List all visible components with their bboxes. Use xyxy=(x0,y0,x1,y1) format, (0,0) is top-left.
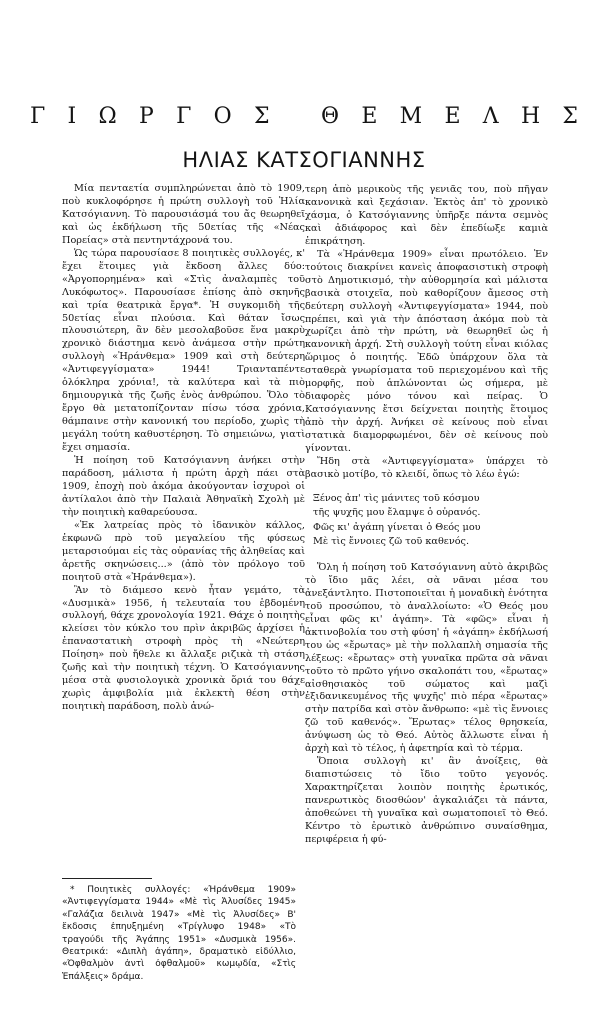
footnote-text: * Ποιητικὲς συλλογές: «Ἠράνθεμα 1909» «Ἀντιφεγγίσματα 1944» «Μὲ τὶς Ἀλυσίδες 1945» «Γαλάζια δειλινὰ 1947» «Μὲ τὶς Ἀλυσίδες» Β' ἔκδοσις ἐπηυξημένη «Τρίγλυφο 1948» «Τὸ τραγούδι τῆς Ἀγάπης 1951» «Δυσμικὰ 1956». Θεατρικά: «Διπλὴ ἀγάπη», δραματικὸ εἰδύλλιο, «Ὀφθαλμὸν ἀντὶ ὀφθαλμοῦ» κωμῳδία, «Στὶς Ἐπάλξεις» δράμα. xyxy=(62,885,296,982)
author-letter: Ο xyxy=(213,104,232,129)
author-letter: Μ xyxy=(399,104,423,129)
paragraph: Τὰ «Ἠράνθεμα 1909» εἶναι πρωτόλειο. Ἐν τούτοις διακρίνει κανεὶς ἀποφασιστικὴ στροφὴ στὸ Δημοτικισμό, τὴν αὐθορμησία καὶ μάλιστα βασικὰ στοιχεῖα, ποὺ καθορίζουν ἄμεσος στὴ δεύτερη συλλογὴ «Ἀντιφεγγίσματα» 1944, ποὺ πρέπει, καὶ γιὰ τὴν ἀπόσταση ἀκόμα ποὺ τὰ χωρίζει ἀπὸ τὴν πρώτη, νὰ θεωρηθεῖ ὡς ἡ κανονικὴ ἀρχή. Στὴ συλλογὴ τούτη εἶναι κιόλας ὥριμος ὁ ποιητής. Ἐδῶ ὑπάρχουν ὅλα τὰ σταθερὰ γνωρίσματα τοῦ περιεχομένου καὶ τῆς μορφῆς, ποὺ ἁπλώνονται ὡς σήμερα, μὲ διαφορὲς μόνο τόνου καὶ πείρας. Ὁ Κατσόγιαννης ἔτσι δείχνεται ποιητὴς ἕτοιμος ἀπὸ τὴν ἀρχή. Ἀνήκει σὲ κείνους ποὺ εἶναι στατικὰ διαμορφωμένοι, δὲν σὲ κείνους ποὺ γίνονται. xyxy=(305,248,548,455)
paragraph: Ὅποια συλλογὴ κι' ἂν ἀνοίξεις, θὰ διαπιστώσεις τὸ ἴδιο τοῦτο γεγονός. Χαρακτηρίζεται λοιπὸν ποιητὴς ἐρωτικός, πανερωτικὸς διοσθώον' ἀγκαλιάζει τὰ πάντα, ἀποθεώνει τὴ γυναῖκα καὶ σωματοποιεῖ τὸ Θεό. Κέντρο τὸ ἐρωτικὸ ἀνθρώπινο συναίσθημα, περιφέρεια ἡ φύ- xyxy=(305,756,548,845)
author-letter: Λ xyxy=(482,104,499,129)
left-column xyxy=(62,183,305,714)
author-letter: Ε xyxy=(444,104,461,129)
paragraph: Ὅλη ἡ ποίηση τοῦ Κατσόγιαννη αὐτὸ ἀκριβῶς τὸ ἴδιο μᾶς λέει, σὰ νᾶναι μέσα του ἀνεξάντλητο. Πιστοποιεῖται ἡ μοναδικὴ ἑνότητα τοῦ προσώπου, τὸ ἀναλλοίωτο: «Ὁ Θεός μου εἶναι φῶς κι' ἀγάπη». Τὰ «φῶς» εἶναι ἡ ἀκτινοβολία του στὴ φύση' ἡ «ἀγάπη» ἐκδήλωσή του ὡς «ἔρωτας» μὲ τὴν πολλαπλὴ σημασία τῆς λέξεως: «ἔρωτας» στὴ γυναῖκα πρῶτα σὰ νᾶναι τοῦτο τὸ πρῶτο γήινο σκαλοπάτι του, «ἔρωτας» αἰσθησιακὸς τοῦ σώματος καὶ μαζὶ ἐξιδανικευμένος τῆς ψυχῆς' πιὸ πέρα «ἔρωτας» στὴν πατρίδα καὶ στὸν ἄνθρωπο: «μὲ τὶς ἔννοιες ζῶ τοῦ καθενός». Ἔρωτας» τέλος θρησκεία, ἀνύψωση ὡς τὸ Θεό. Αὐτὸς ἄλλωστε εἶναι ἡ ἀρχὴ καὶ τὸ τέλος, ἡ ἀφετηρία καὶ τὸ τέρμα. xyxy=(305,561,548,755)
verse-line: Ξένος ἀπ' τὶς μάνιτες τοῦ κόσμου xyxy=(313,492,480,504)
author-letter: Σ xyxy=(253,104,270,129)
verse-line: Μὲ τὶς ἔννοιες ζῶ τοῦ καθενός. xyxy=(313,536,470,548)
paragraph: Ἂν τὸ διάμεσο κενὸ ἦταν γεμάτο, τὰ «Δυσμικὰ» 1956, ἡ τελευταία του ἑβδομένη συλλογή, θάχε χρονολογία 1921. Θάχε ὁ ποιητὴς κλείσει τὸν κύκλο του πρὶν ἀκριβῶς ἀρχίσει ἡ ἐπαναστατικὴ στροφὴ πρὸς τὴ «Νεώτερη Ποίηση» ποὺ ἤθελε κι ἄλλαξε ριζικὰ τὴ στάση ζωῆς καὶ τὴν ποιητικὴ τέχνη. Ὁ Κατσόγιαννης μέσα στὰ φυσιολογικὰ χρονικὰ ὅριά του θάχε χωρὶς ἀμφιβολία μιὰ ἐκλεκτὴ θέση στὴν ποιητικὴ παράδοση, πολὺ ἀνώ- xyxy=(62,584,305,713)
right-column xyxy=(305,184,548,847)
author-letter: Η xyxy=(520,104,541,129)
author-name xyxy=(30,104,578,129)
author-letter: Γ xyxy=(30,104,46,129)
verse-line: Φῶς κι' ἀγάπη γίνεται ὁ Θεός μου xyxy=(313,521,481,533)
verse-line: τῆς ψυχῆς μου ἔλαμψε ὁ οὐρανός. xyxy=(313,507,481,519)
article-title: ΗΛΙΑΣ ΚΑΤΣΟΓΙΑΝΝΗΣ xyxy=(182,148,426,172)
paragraph: Ἤδη στὰ «Ἀντιφεγγίσματα» ὑπάρχει τὸ βασικὸ μοτίβο, τὸ κλειδί, ὅπως τὸ λέω ἐγώ: xyxy=(305,456,548,480)
paragraph: τερη ἀπὸ μερικοὺς τῆς γενιᾶς του, ποὺ πῆγαν κανονικὰ καὶ ξεχάσιαν. Ἐκτὸς ἀπ' τὸ χρονικὸ χάσμα, ὁ Κατσόγιαννης ὑπῆρξε πάντα σεμνὸς καὶ ἀδιάφορος καὶ δὲν ἐπεδίωξε καμιὰ ἐπικράτηση. xyxy=(305,184,548,247)
author-letter: Σ xyxy=(562,104,578,129)
author-letter: Γ xyxy=(176,104,192,129)
paragraph: Ὡς τώρα παρουσίασε 8 ποιητικὲς συλλογές, κ' ἔχει ἕτοιμες γιὰ ἔκδοση ἄλλες δύο: «Ἀργοπορημένα» καὶ «Στὶς ἀναλαμπὲς τοῦ Λυκόφωτος». Παρουσίασε ἐπίσης ἀπὸ σκηνῆς καὶ τρία θεατρικὰ ἔργα*. Ἡ συγκομιδὴ τῆς 50ετίας εἶναι πλούσια. Καὶ θάταν ἴσως πλουσιώτερη, ἂν δὲν μεσολαβοῦσε ἕνα μακρὺ χρονικὸ διάστημα κενὸ ἀνάμεσα στὴν πρώτη συλλογὴ «Ἠράνθεμα» 1909 καὶ στὴ δεύτερη «Ἀντιφεγγίσματα» 1944! Τριανταπέντε ὁλόκληρα χρόνια!, τὰ καλύτερα καὶ τὰ πιὸ δημιουργικὰ τῆς ζωῆς ἑνὸς ἀνθρώπου. Ὅλο τὸ ἔργο θὰ μετατοπίζονταν πίσω τόσα χρόνια, θάμπαινε στὴν κανονική του περίοδο, χωρὶς τὴ μεγάλη τούτη καθυστέρηση. Τὸ σημειώνω, γιατὶ ἔχει σημασία. xyxy=(62,247,305,454)
verse-block xyxy=(305,492,548,550)
footnote-rule xyxy=(62,878,152,879)
author-letter: Ρ xyxy=(139,104,154,129)
author-letter: Θ xyxy=(321,104,340,129)
author-word-gap xyxy=(292,104,299,129)
author-letter: Ε xyxy=(361,104,378,129)
paragraph: Ἡ ποίηση τοῦ Κατσόγιαννη ἀνήκει στὴν παράδοση, μάλιστα ἡ πρώτη ἀρχὴ πάει στὰ 1909, ἐποχὴ ποὺ ἀκόμα ἀκούγονταν ἰσχυροὶ οἱ ἀντίλαλοι ἀπὸ τὴν Παλαιὰ Ἀθηναϊκὴ Σχολὴ μὲ τὴν ποιητικὴ καθαρεύουσα. xyxy=(62,455,305,518)
author-letter: Ι xyxy=(67,104,77,129)
footnote xyxy=(62,884,296,983)
quotation: «Ἐκ λατρείας πρὸς τὸ ἰδανικὸν κάλλος, ἐκφωνῶ πρὸ τοῦ μεγαλείου τῆς φύσεως μεταρσιούμαι εἰς τὰς οὐρανίας τῆς ἀληθείας καὶ ἀρετῆς σκηνώσεις...» (ἀπὸ τὸν πρόλογο τοῦ ποιητοῦ στὰ «Ἠράνθεμα»). xyxy=(62,519,305,583)
author-letter: Ω xyxy=(98,104,117,129)
paragraph: Μία πενταετία συμπληρώνεται ἀπὸ τὸ 1909, ποὺ κυκλοφόρησε ἡ πρώτη συλλογὴ τοῦ Ἠλία Κατσόγιαννη. Τὸ παρουσιάσμά του ἄς θεωρηθεῖ καὶ ὡς ἐκδήλωση τῆς 50ετίας τῆς «Νέας Πορείας» στὰ πεντηντάχρονά του. xyxy=(62,183,305,246)
